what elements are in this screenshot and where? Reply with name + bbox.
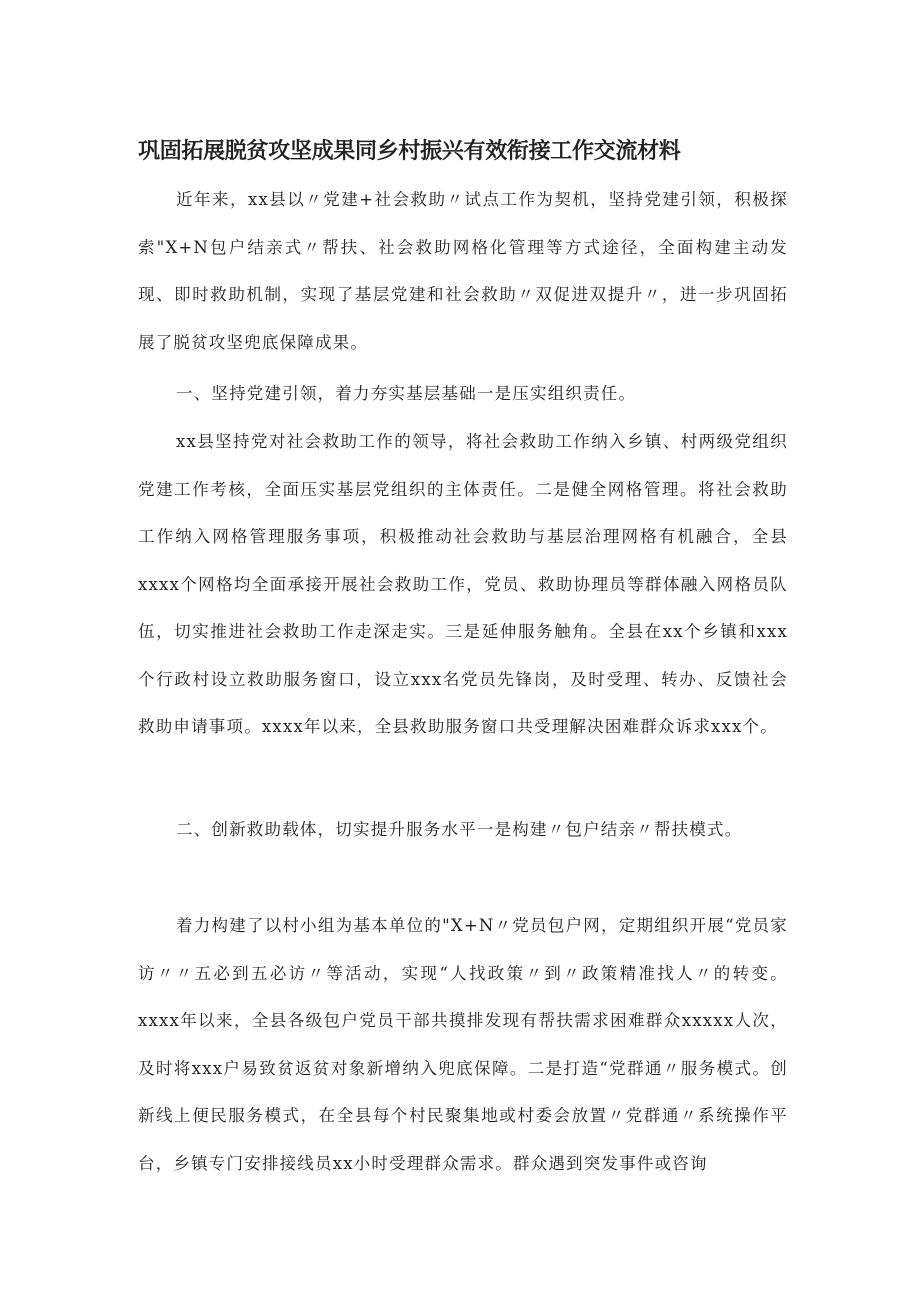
section-one-heading: 一、坚持党建引领，着力夯实基层基础一是压实组织责任。: [176, 384, 637, 403]
document-title: 巩固拓展脱贫攻坚成果同乡村振兴有效衔接工作交流材料: [138, 139, 681, 164]
intro-paragraph: 近年来，xx县以〃党建+社会救助〃试点工作为契机，坚持党建引领，积极探索"X+N包户结亲式〃帮扶、社会救助网格化管理等方式途径，全面构建主动发现、即时救助机制，实现了基层党建和社会救助〃双促进双提升〃，进一步巩固拓展了脱贫攻坚兜底保障成果。: [138, 190, 788, 352]
section-two-body: 着力构建了以村小组为基本单位的"X+N〃党员包户网，定期组织开展“党员家访〃〃五必到五必访〃等活动，实现“人找政策〃到〃政策精准找人〃的转变。xxxx年以来，全县各级包户党员干部共摸排发现有帮扶需求困难群众xxxxx人次，及时将xxx户易致贫返贫对象新增纳入兜底保障。二是打造“党群通〃服务模式。创新线上便民服务模式，在全县每个村民聚集地或村委会放置〃党群通〃系统操作平台，乡镇专门安排接线员xx小时受理群众需求。群众遇到突发事件或咨询: [138, 916, 788, 1173]
section-one-body: xx县坚持党对社会救助工作的领导，将社会救助工作纳入乡镇、村两级党组织党建工作考核，全面压实基层党组织的主体责任。二是健全网格管理。将社会救助工作纳入网格管理服务事项，积极推动社会救助与基层治理网格有机融合，全县xxxx个网格均全面承接开展社会救助工作，党员、救助协理员等群体融入网格员队伍，切实推进社会救助工作走深走实。三是延伸服务触角。全县在xx个乡镇和xxx个行政村设立救助服务窗口，设立xxx名党员先锋岗，及时受理、转办、反馈社会救助申请事项。xxxx年以来，全县救助服务窗口共受理解决困难群众诉求xxx个。: [138, 432, 788, 736]
section-two-heading: 二、创新救助载体，切实提升服务水平一是构建〃包户结亲〃帮扶模式。: [176, 820, 743, 839]
